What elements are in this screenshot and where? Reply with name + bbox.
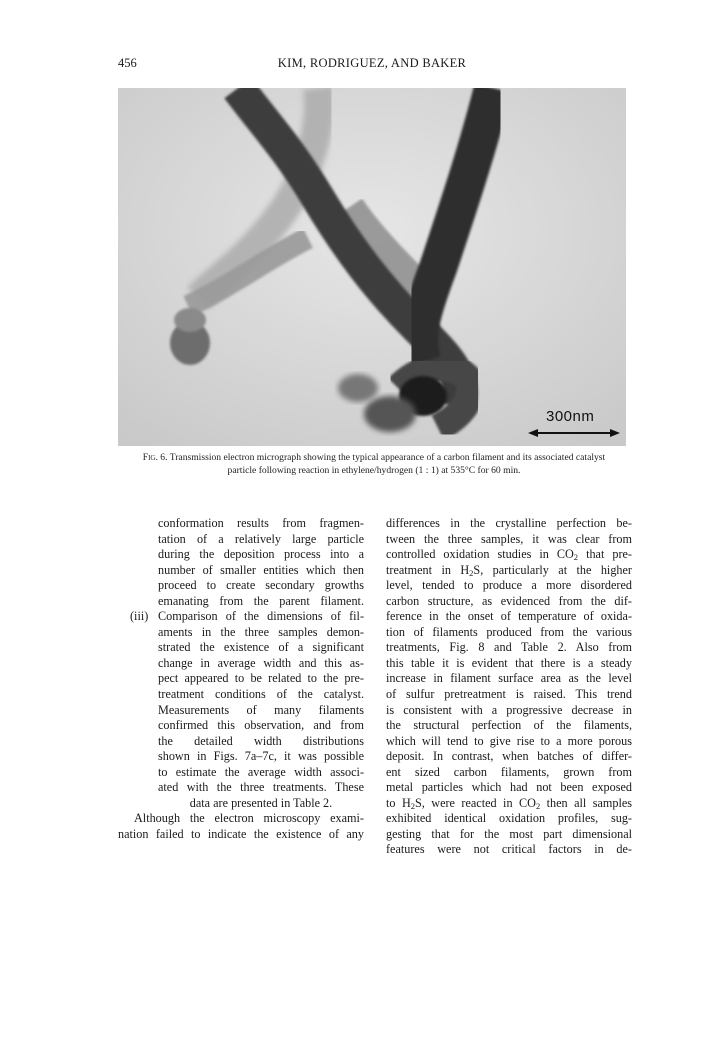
text-line: data are presented in Table 2. [189, 795, 333, 810]
page-header [118, 56, 626, 72]
text-line: strated the existence of a significant [158, 640, 364, 655]
caption-text: Transmission electron micrograph showing the typical appearance of a carbon filament and its associated catalyst particle following reaction in ethylene/hydrogen (1 : 1) at 535°C for 60 min. [169, 452, 606, 476]
text-line: this table it is evident that there is a steady [386, 655, 632, 670]
text-line: controlled oxidation studies in $CO_2$ that pre- [386, 547, 632, 563]
text-line: features were not critical factors in de- [386, 842, 632, 857]
text-line: tion of filaments produced from the various [386, 624, 632, 639]
scale-bar-label: 300nm [546, 408, 595, 425]
text-line: number of smaller entities which then [158, 562, 364, 577]
text-line: treatments, Fig. 8 and Table 2. Also from [386, 640, 632, 655]
text-line: tation of a relatively large particle [158, 531, 364, 546]
text-line: nation failed to indicate the existence of any [118, 826, 364, 841]
text-line: exhibited identical oxidation profiles, sug- [386, 811, 632, 826]
text-line: treatment conditions of the catalyst. [158, 687, 364, 702]
text-line: increase in filament surface area as the level [386, 671, 632, 686]
item-number: (iii) [130, 609, 149, 624]
text-line: carbon structure, as evidenced from the dif- [386, 593, 632, 608]
item-iii [118, 609, 364, 625]
left-column [118, 516, 364, 842]
text-line: emanating from the parent filament. [158, 593, 364, 608]
right-column [386, 516, 632, 858]
text-line: ent sized carbon filaments, grown from [386, 764, 632, 779]
text-line: the detailed width distributions [158, 733, 364, 748]
text-line: conformation results from fragmen- [158, 516, 364, 530]
caption-label: Fig. 6. [142, 452, 168, 463]
text-line: pect appeared to be related to the pre- [158, 671, 364, 686]
text-line: metal particles which had not been exposed [386, 780, 632, 795]
micrograph-image [118, 88, 626, 446]
text-line: of sulfur pretreatment is raised. This trend [386, 687, 632, 702]
text-line: differences in the crystalline perfection be- [386, 516, 632, 530]
text-line: ated with the three treatments. These [158, 780, 364, 795]
text-line: during the deposition process into a [158, 547, 364, 562]
text-line: is consistent with a progressive decrease in [386, 702, 632, 717]
text-line: to $H_2S$, were reacted in $CO_2$ then all samples [386, 795, 632, 811]
text-line: treatment in $H_2S$, particularly at the higher [386, 562, 632, 578]
text-line: Measurements of many filaments [158, 702, 364, 717]
text-line: gesting that for the most part dimensional [386, 826, 632, 841]
text-line: Comparison of the dimensions of fil- [158, 609, 364, 624]
figure-caption [128, 452, 620, 477]
text-line: to estimate the average width associ- [158, 764, 364, 779]
text-line: level, tended to produce a more disordered [386, 578, 632, 593]
page-number: 456 [118, 56, 137, 70]
text-line: confirmed this observation, and from [158, 718, 364, 733]
text-line: aments in the three samples demon- [158, 624, 364, 639]
text-line: the structural perfection of the filaments, [386, 718, 632, 733]
text-line: change in average width and this as- [158, 655, 364, 670]
text-line: deposit. In contrast, when batches of differ- [386, 749, 632, 764]
running-head: KIM, RODRIGUEZ, AND BAKER [277, 56, 467, 70]
text-line: proceed to create secondary growths [158, 578, 364, 593]
text-line: tween the three samples, it was clear from [386, 531, 632, 546]
text-line: ference in the onset of temperature of oxida- [386, 609, 632, 624]
text-line: Although the electron microscopy exami- [134, 811, 364, 826]
text-line: which will tend to give rise to a more porous [386, 733, 632, 748]
tem-micrograph [118, 88, 626, 446]
text-line: shown in Figs. 7a–7c, it was possible [158, 749, 364, 764]
